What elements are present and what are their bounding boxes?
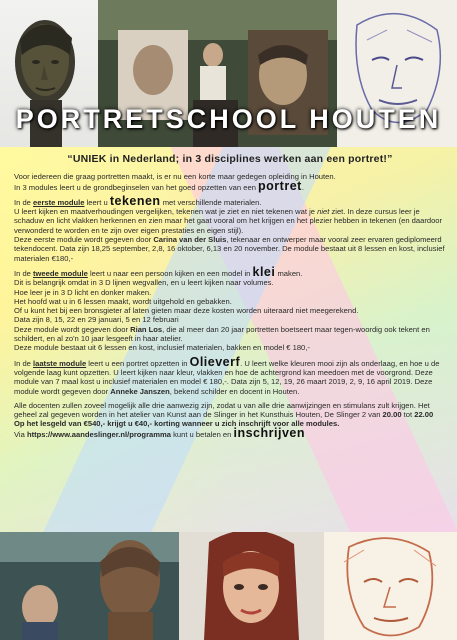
module-1-intro	[14, 193, 446, 263]
module-1-details: , tekenaar en ontwerper maar vooral zeer ervaren gediplomeerd tekendocent. Data zijn 18,25 september, 2,8, 16 oktober, 6,13 en 20 november. De module bestaat uit 8 lessen en kost, inclusief materialen €180,-	[14, 235, 445, 263]
module-1-desc-italic: niet	[317, 207, 330, 217]
flyer-text	[14, 155, 446, 444]
clay-sculpture-photo	[0, 532, 179, 640]
intro-line-1: Voor iedereen die graag portretten maakt, is er nu een korte maar gedegen opleiding in Houten.	[14, 172, 336, 182]
module-2-intro	[14, 264, 446, 353]
intro-end: .	[301, 182, 304, 192]
module-1-teacher-name: Carina van der Sluis	[153, 235, 227, 245]
intro-line-2: In 3 modules leert u de grondbeginselen van het goed opzetten van een	[14, 182, 259, 192]
module-2-label: tweede module	[33, 268, 88, 278]
module-1-text: In de	[14, 197, 33, 207]
module-2-keyword: klei	[252, 264, 276, 279]
module-3-desc: . U leert welke kleuren mooi zijn als onderlaag, en hoe u de volgende laag kunt opzetten. U leert kijken naar kleur, vlakken en hoe de achtergrond kan meedoen met de voorgrond. Deze module van 7 maal kost u inclusief materialen en model € 180,-. Data zijn 5, 12, 19, 26 maart 2019, 2, 9, 16 april 2019. Deze module wordt gegeven door	[14, 358, 440, 396]
header-photo-collage	[0, 0, 457, 147]
intro-paragraph	[14, 172, 446, 192]
module-2-price: Deze module bestaat uit 6 lessen en kost, inclusief materialen, bakken en model € 180,-	[14, 343, 310, 353]
module-3-teacher-desc: , bekend schilder en docent in Houten.	[169, 386, 300, 396]
module-3-keyword: Olieverf	[189, 354, 241, 369]
start-time: 20.00	[382, 410, 402, 420]
module-2-line-3: Het hoofd wat u in 6 lessen maakt, wordt uitgehold en gebakken.	[14, 296, 232, 306]
end-time: 22.00	[414, 410, 434, 420]
module-1-teacher-text: Deze eerste module wordt gegeven door	[14, 235, 154, 245]
module-2-text-b: leert u naar een persoon kijken en een model in	[87, 268, 253, 278]
intro-keyword: portret	[258, 178, 302, 193]
module-1-desc: U leert kijken en maatverhoudingen vergelijken, tekenen wat je ziet en niet tekenen wat je	[14, 207, 318, 217]
sanguine-drawing-photo	[324, 532, 457, 640]
module-3-text: In de	[14, 358, 33, 368]
module-1-desc-b: ziet. In deze cursus leer je schaduw en licht vlakken herkennen en zien maar het gaat vooral om het krijgen en het plezier hebben in tekenen (en daardoor verwonderd te worden en te zijn over eigen prestaties en eigen stijl).	[14, 207, 443, 235]
module-2-teacher-name: Rian Los	[130, 324, 163, 334]
closing-paragraph	[14, 401, 446, 439]
register-keyword: inschrijven	[233, 425, 305, 440]
page-title: PORTRETSCHOOL HOUTEN	[15, 104, 442, 134]
oil-portrait-photo	[179, 532, 324, 640]
module-2-text-c: maken.	[275, 268, 303, 278]
module-1-label: eerste module	[33, 197, 85, 207]
closing-text: Alle docenten zullen zoveel mogelijk alle drie aanwezig zijn, zodat u van alle drie aanwijzingen en stimulans zult krijgen. Het geheel zal gegeven worden in het atelier van Kunst aan de Slinger in het Kunsthuis Houten, De Slinger 2 van	[14, 400, 430, 420]
module-2-teacher-text: Deze module wordt gegeven door	[14, 324, 131, 334]
module-2-line-4: Of u kunt het bij een bronsgieter af laten gieten maar deze kosten worden uiteraard niet meegerekend.	[14, 306, 359, 316]
footer-photo-collage	[0, 532, 457, 640]
discount-text: Op het lesgeld van €540,- krijgt u €40,- korting wanneer u zich inschrijft voor alle modules.	[14, 419, 340, 429]
via-text-b: kunt u betalen en	[170, 429, 234, 439]
flyer-body	[0, 147, 457, 532]
slogan: “UNIEK in Nederland; in 3 disciplines werken aan een portret!”	[67, 153, 393, 165]
closing-text-b: tot	[401, 410, 415, 420]
module-2-teacher-desc: , die al meer dan 20 jaar portretten boetseert maar tegen-woordig ook tekent en schildert, en al zo'n 10 jaar lesgeeft in haar atelier.	[14, 324, 430, 344]
module-2-line-2: Hoe leer je in 3 D licht en donker maken.	[14, 287, 152, 297]
module-1-text-b: leert u	[84, 197, 110, 207]
module-3-text-b: leert u een portret opzetten in	[86, 358, 190, 368]
registration-link[interactable]: https://www.aandeslinger.nl/programma	[26, 429, 171, 439]
module-3-teacher-name: Anneke Janszen	[110, 386, 170, 396]
via-text: Via	[14, 429, 27, 439]
module-1-keyword: tekenen	[109, 193, 161, 208]
module-2-line-1: Dit is belangrijk omdat in 3 D lijnen wegvallen, en u leert kijken naar volumes.	[14, 278, 274, 288]
module-3-intro	[14, 354, 446, 396]
module-2-text: In de	[14, 268, 33, 278]
module-3-label: laatste module	[33, 358, 87, 368]
module-2-dates: Data zijn 8, 15, 22 en 29 januari, 5 en 12 februari	[14, 315, 179, 325]
module-1-text-c: met verschillende materialen.	[160, 197, 262, 207]
